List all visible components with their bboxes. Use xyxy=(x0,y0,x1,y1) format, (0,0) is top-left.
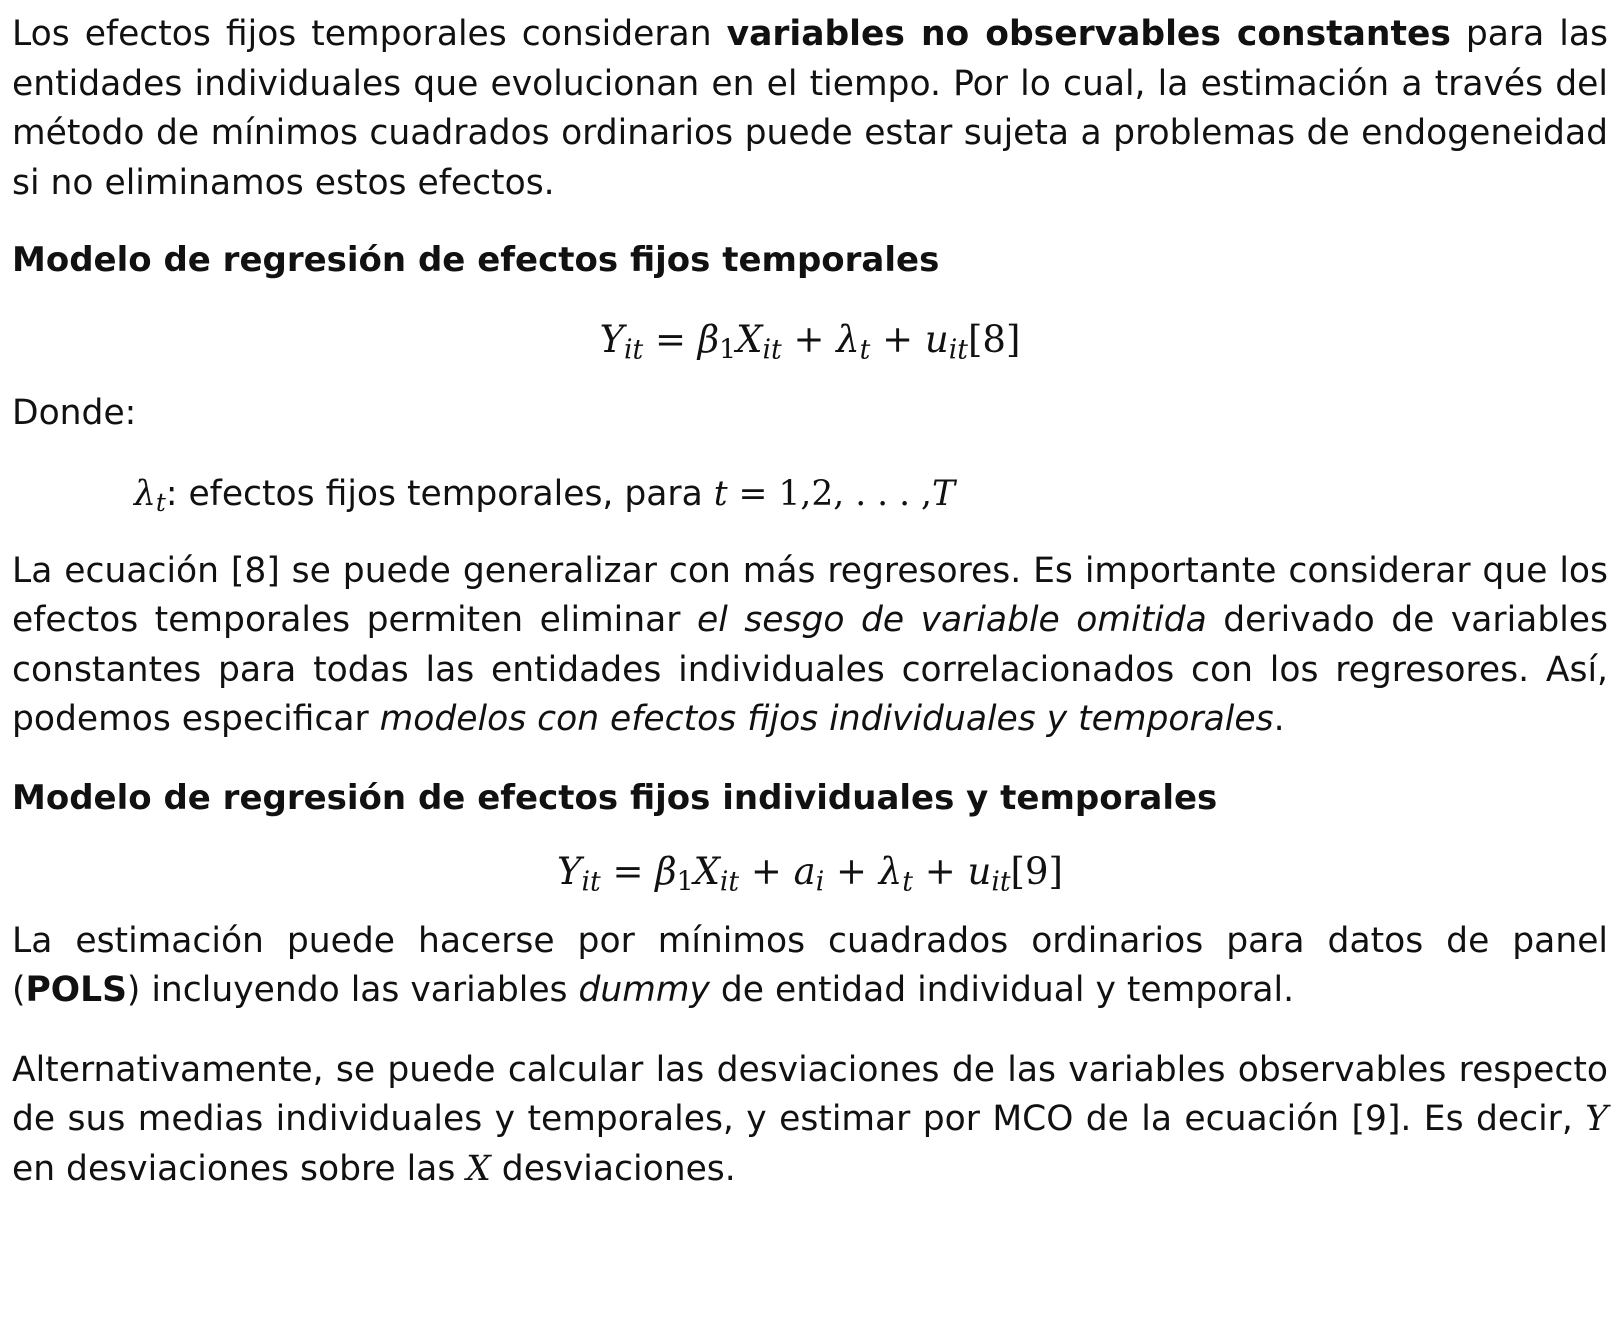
pols-italic-dummy: dummy xyxy=(578,970,710,1010)
lambda-definition-text: : efectos fijos temporales, para xyxy=(165,473,714,514)
intro-bold-phrase: variables no observables constantes xyxy=(726,14,1451,54)
section-heading-individual-temporal-fe: Modelo de regresión de efectos fijos individuales y temporales xyxy=(12,777,1218,818)
pols-text-a: La estimación puede hacerse por mínimos cuadrados ordinarios para datos de panel ( xyxy=(12,920,1608,1010)
equation-9: $Y_{it} = \beta_1X_{it} + a_i + \lambda_t + u_{it}[9]$ xyxy=(557,849,1063,898)
gen-text-c: . xyxy=(1273,699,1285,739)
paragraph-pols xyxy=(12,917,1608,1016)
equation-9-tag: [9] xyxy=(1010,849,1063,893)
lambda-range: 1,2, . . . , xyxy=(778,473,933,514)
gen-text-b: derivado de variables constantes para todas las entidades individuales correlacionados con los regresores. Así, podemos especificar xyxy=(12,600,1609,739)
pols-text-c: de entidad individual y temporal. xyxy=(709,970,1295,1010)
gen-text-a: La ecuación [8] se puede generalizar con más regresores. Es importante considerar que los efectos temporales permiten eliminar xyxy=(12,550,1608,640)
donde-label: Donde: xyxy=(12,393,137,433)
dev-text-c: desviaciones. xyxy=(490,1148,736,1189)
intro-text-a: Los efectos fijos temporales consideran xyxy=(12,14,727,54)
dev-var-x: X xyxy=(466,1148,491,1189)
dev-text-b: en desviaciones sobre las xyxy=(12,1148,467,1189)
dev-var-y: Y xyxy=(1585,1099,1608,1139)
section-heading-temporal-fe: Modelo de regresión de efectos fijos temporales xyxy=(12,240,940,280)
gen-italic-models: modelos con efectos fijos individuales y temporales xyxy=(379,699,1274,739)
equation-8: $Y_{it} = \beta_1X_{it} + \lambda_t + u_{it}[8]$ xyxy=(599,318,1021,366)
pols-bold: POLS xyxy=(25,970,127,1010)
lambda-definition: $\lambda_t$: efectos fijos temporales, para t = 1,2, . . . ,T xyxy=(134,473,956,517)
paragraph-deviations xyxy=(12,1046,1608,1195)
dev-text-a: Alternativamente, se puede calcular las desviaciones de las variables observables respecto de sus medias individuales y temporales, y estimar por MCO de la ecuación [9]. Es decir, xyxy=(12,1049,1608,1139)
gen-italic-omitted-bias: el sesgo de variable omitida xyxy=(696,600,1207,640)
paragraph-generalization xyxy=(12,547,1608,745)
equation-8-tag: [8] xyxy=(967,318,1021,361)
pols-text-b: ) incluyendo las variables xyxy=(126,970,579,1010)
intro-text-b: para las entidades individuales que evolucionan en el tiempo. Por lo cual, la estimación a través del método de mínimos cuadrados ordinarios puede estar sujeta a problemas de endogeneidad si no eliminamos estos efectos. xyxy=(12,14,1608,203)
document-page xyxy=(12,10,1608,1194)
paragraph-intro xyxy=(12,10,1608,208)
